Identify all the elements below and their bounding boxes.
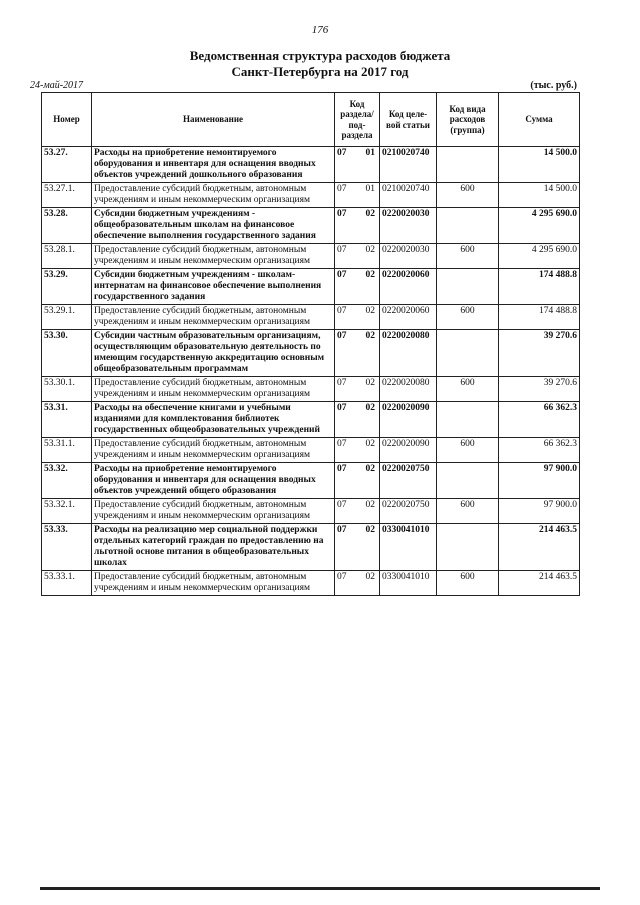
row-number: 53.29.1. <box>42 305 92 330</box>
subsection-code: 02 <box>365 378 375 388</box>
row-sum: 39 270.6 <box>499 330 580 377</box>
row-number: 53.30.1. <box>42 377 92 402</box>
header-name: Наименование <box>92 93 335 147</box>
subsection-code: 02 <box>365 572 375 582</box>
row-name: Субсидии бюджетным учреждениям - школам-интернатам на финансовое обеспечение выполнения государственного задания <box>92 269 335 305</box>
row-article-code: 0220020090 <box>380 402 437 438</box>
row-sum: 174 488.8 <box>499 269 580 305</box>
subsection-code: 02 <box>365 439 375 449</box>
table-row <box>42 402 580 438</box>
header-sum: Сумма <box>499 93 580 147</box>
row-expense-group <box>437 208 499 244</box>
row-expense-group: 600 <box>437 499 499 524</box>
row-article-code: 0220020090 <box>380 438 437 463</box>
row-number: 53.28.1. <box>42 244 92 269</box>
row-sum: 66 362.3 <box>499 438 580 463</box>
section-code: 07 <box>337 306 347 316</box>
table-row <box>42 524 580 571</box>
subsection-code: 01 <box>365 148 375 158</box>
table-row <box>42 377 580 402</box>
row-sum: 97 900.0 <box>499 463 580 499</box>
table-row <box>42 330 580 377</box>
row-name: Предоставление субсидий бюджетным, автономным учреждениям и иным некоммерческим организациям <box>92 499 335 524</box>
row-sum: 214 463.5 <box>499 571 580 596</box>
row-expense-group: 600 <box>437 438 499 463</box>
header-section: Код раздела/ под-раздела <box>335 93 380 147</box>
row-number: 53.28. <box>42 208 92 244</box>
subsection-code: 02 <box>365 245 375 255</box>
row-number: 53.33. <box>42 524 92 571</box>
row-expense-group <box>437 402 499 438</box>
subsection-code: 02 <box>365 331 375 341</box>
header-group: Код вида расходов (группа) <box>437 93 499 147</box>
row-section-code <box>335 269 380 305</box>
section-code: 07 <box>337 378 347 388</box>
row-section-code <box>335 571 380 596</box>
row-article-code: 0220020060 <box>380 305 437 330</box>
table-row <box>42 305 580 330</box>
row-article-code: 0220020080 <box>380 330 437 377</box>
row-sum: 66 362.3 <box>499 402 580 438</box>
row-number: 53.30. <box>42 330 92 377</box>
section-code: 07 <box>337 439 347 449</box>
section-code: 07 <box>337 209 347 219</box>
section-code: 07 <box>337 572 347 582</box>
row-number: 53.31.1. <box>42 438 92 463</box>
title-line-1: Ведомственная структура расходов бюджета <box>189 48 451 63</box>
row-section-code <box>335 524 380 571</box>
row-article-code: 0210020740 <box>380 147 437 183</box>
row-sum: 4 295 690.0 <box>499 208 580 244</box>
units-label: (тыс. руб.) <box>530 80 577 91</box>
row-section-code <box>335 147 380 183</box>
header-article: Код целе-вой статьи <box>380 93 437 147</box>
table-row <box>42 208 580 244</box>
row-expense-group <box>437 147 499 183</box>
table-row <box>42 571 580 596</box>
document-title <box>0 48 640 80</box>
row-section-code <box>335 208 380 244</box>
row-expense-group: 600 <box>437 571 499 596</box>
subsection-code: 01 <box>365 184 375 194</box>
row-name: Предоставление субсидий бюджетным, автономным учреждениям и иным некоммерческим организациям <box>92 244 335 269</box>
row-sum: 174 488.8 <box>499 305 580 330</box>
row-article-code: 0220020750 <box>380 499 437 524</box>
row-article-code: 0330041010 <box>380 524 437 571</box>
row-sum: 14 500.0 <box>499 147 580 183</box>
table-row <box>42 438 580 463</box>
row-sum: 39 270.6 <box>499 377 580 402</box>
footer-divider <box>40 887 600 890</box>
page-number: 176 <box>311 24 329 36</box>
row-expense-group <box>437 330 499 377</box>
row-article-code: 0210020740 <box>380 183 437 208</box>
row-number: 53.32.1. <box>42 499 92 524</box>
row-article-code: 0220020060 <box>380 269 437 305</box>
table-row <box>42 183 580 208</box>
row-section-code <box>335 499 380 524</box>
section-code: 07 <box>337 270 347 280</box>
table-row <box>42 499 580 524</box>
row-section-code <box>335 244 380 269</box>
row-section-code <box>335 377 380 402</box>
row-number: 53.32. <box>42 463 92 499</box>
row-name: Субсидии бюджетным учреждениям - общеобразовательным школам на финансовое обеспечение выполнения государственного задания <box>92 208 335 244</box>
row-name: Предоставление субсидий бюджетным, автономным учреждениям и иным некоммерческим организациям <box>92 571 335 596</box>
row-name: Предоставление субсидий бюджетным, автономным учреждениям и иным некоммерческим организациям <box>92 305 335 330</box>
row-article-code: 0330041010 <box>380 571 437 596</box>
row-number: 53.27. <box>42 147 92 183</box>
subsection-code: 02 <box>365 500 375 510</box>
row-section-code <box>335 463 380 499</box>
row-sum: 4 295 690.0 <box>499 244 580 269</box>
row-article-code: 0220020030 <box>380 244 437 269</box>
section-code: 07 <box>337 148 347 158</box>
row-sum: 14 500.0 <box>499 183 580 208</box>
row-expense-group: 600 <box>437 244 499 269</box>
subsection-code: 02 <box>365 403 375 413</box>
table-header-row <box>42 93 580 147</box>
row-section-code <box>335 402 380 438</box>
table-row <box>42 463 580 499</box>
row-article-code: 0220020030 <box>380 208 437 244</box>
row-number: 53.27.1. <box>42 183 92 208</box>
row-name: Субсидии частным образовательным организациям, осуществляющим образовательную деятельность по имеющим государственную аккредитацию основным общеобразовательным программам <box>92 330 335 377</box>
row-name: Предоставление субсидий бюджетным, автономным учреждениям и иным некоммерческим организациям <box>92 183 335 208</box>
row-expense-group <box>437 524 499 571</box>
section-code: 07 <box>337 184 347 194</box>
table-row <box>42 269 580 305</box>
section-code: 07 <box>337 403 347 413</box>
row-name: Расходы на обеспечение книгами и учебными изданиями для комплектования библиотек государственных общеобразовательных учреждений <box>92 402 335 438</box>
row-expense-group: 600 <box>437 377 499 402</box>
row-expense-group <box>437 463 499 499</box>
section-code: 07 <box>337 464 347 474</box>
title-line-2: Санкт-Петербурга на 2017 год <box>231 64 409 79</box>
row-article-code: 0220020080 <box>380 377 437 402</box>
document-date: 24-май-2017 <box>30 80 84 91</box>
row-name: Расходы на реализацию мер социальной поддержки отдельных категорий граждан по предоставлению на льготной основе питания в общеобразовательных школах <box>92 524 335 571</box>
row-name: Расходы на приобретение немонтируемого оборудования и инвентаря для оснащения вводных объектов учреждений дошкольного образования <box>92 147 335 183</box>
row-number: 53.29. <box>42 269 92 305</box>
row-section-code <box>335 183 380 208</box>
subsection-code: 02 <box>365 209 375 219</box>
row-name: Расходы на приобретение немонтируемого оборудования и инвентаря для оснащения вводных объектов учреждений общего образования <box>92 463 335 499</box>
section-code: 07 <box>337 500 347 510</box>
subsection-code: 02 <box>365 464 375 474</box>
row-section-code <box>335 305 380 330</box>
row-section-code <box>335 438 380 463</box>
table-row <box>42 244 580 269</box>
row-expense-group: 600 <box>437 183 499 208</box>
section-code: 07 <box>337 331 347 341</box>
row-number: 53.33.1. <box>42 571 92 596</box>
budget-table <box>41 92 580 596</box>
subsection-code: 02 <box>365 525 375 535</box>
row-sum: 214 463.5 <box>499 524 580 571</box>
row-article-code: 0220020750 <box>380 463 437 499</box>
section-code: 07 <box>337 525 347 535</box>
row-expense-group <box>437 269 499 305</box>
row-name: Предоставление субсидий бюджетным, автономным учреждениям и иным некоммерческим организациям <box>92 377 335 402</box>
row-number: 53.31. <box>42 402 92 438</box>
row-section-code <box>335 330 380 377</box>
row-expense-group: 600 <box>437 305 499 330</box>
row-name: Предоставление субсидий бюджетным, автономным учреждениям и иным некоммерческим организациям <box>92 438 335 463</box>
section-code: 07 <box>337 245 347 255</box>
subsection-code: 02 <box>365 270 375 280</box>
header-number: Номер <box>42 93 92 147</box>
table-row <box>42 147 580 183</box>
subsection-code: 02 <box>365 306 375 316</box>
table-body <box>42 147 580 596</box>
row-sum: 97 900.0 <box>499 499 580 524</box>
